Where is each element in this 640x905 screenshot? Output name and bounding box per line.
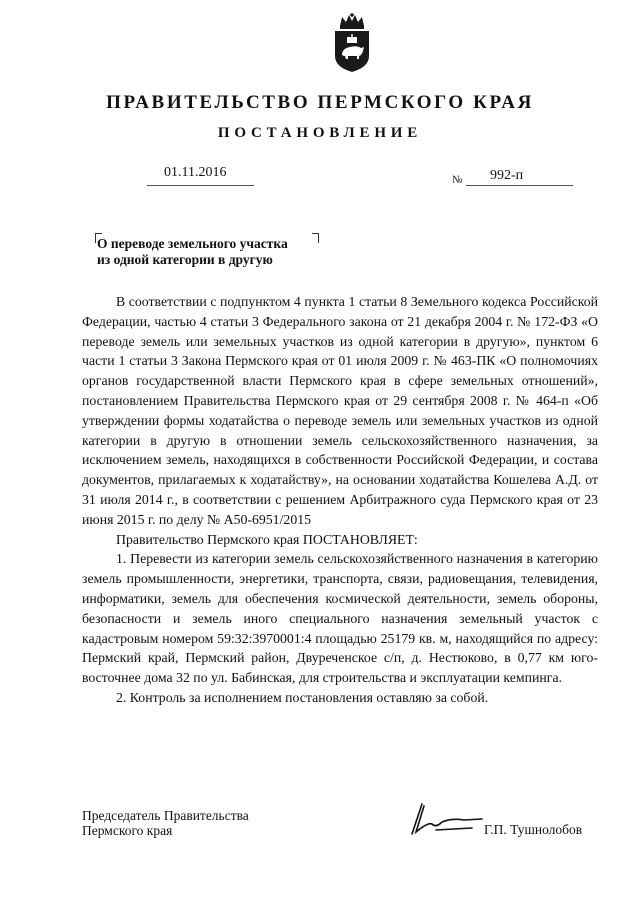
subject-corner-right [312, 233, 319, 243]
number-sign: № [452, 174, 463, 186]
item-1-paragraph: 1. Перевести из категории земель сельскохозяйственного назначения в категорию земель промышленности, энергетики, транспорта, связи, радиовещания, телевидения, информатики, земель для обеспечения космической деятельности, земель обороны, безопасности и земель иного специального назначения земельный участок с кадастровым номером 59:32:3970001:4 площадью 25179 кв. м, находящийся по адресу: Пермский край, Пермский район, Двуреченское с/п, д. Нестюково, в 0,77 км юго-восточнее дома 32 по ул. Бабинская, для строительства и эксплуатации кемпинга. [82, 551, 598, 686]
signatory-title [82, 808, 249, 838]
item-2-paragraph: 2. Контроль за исполнением постановления оставляю за собой. [116, 689, 489, 705]
number-underline [466, 185, 573, 186]
document-number: 992-п [490, 168, 524, 183]
signatory-title-line-2: Пермского края [82, 823, 173, 838]
coat-of-arms-icon [331, 12, 373, 74]
signatory-name: Г.П. Тушнолобов [484, 822, 583, 837]
government-title: ПРАВИТЕЛЬСТВО ПЕРМСКОГО КРАЯ [106, 92, 534, 113]
document-body [82, 292, 598, 708]
document-type: ПОСТАНОВЛЕНИЕ [217, 125, 423, 141]
subject-line-1: О переводе земельного участка [97, 236, 288, 251]
document-date: 01.11.2016 [164, 165, 227, 180]
resolves-paragraph: Правительство Пермского края ПОСТАНОВЛЯЕТ: [116, 531, 418, 547]
document-subject [97, 236, 288, 268]
handwritten-signature [402, 798, 486, 840]
signatory-title-line-1: Председатель Правительства [82, 808, 249, 823]
subject-line-2: из одной категории в другую [97, 252, 273, 267]
date-underline [147, 185, 254, 186]
intro-paragraph: В соответствии с подпунктом 4 пункта 1 статьи 8 Земельного кодекса Российской Федерации, частью 4 статьи 3 Федерального закона от 21 декабря 2004 г. № 172-ФЗ «О переводе земель или земельных участков из одной категории в другую», пунктом 6 части 1 статьи 3 Закона Пермского края от 01 июля 2009 г. № 463-ПК «О полномочиях органов государственной власти Пермского края в сфере земельных отношений», постановлением Правительства Пермского края от 29 сентября 2008 г. № 464-п «Об утверждении формы ходатайства о переводе земель или земельных участков из одной категории в другую в отношении земель сельскохозяйственного назначения, за исключением земель, находящихся в собственности Российской Федерации, и состава документов, прилагаемых к ходатайству», на основании ходатайства Кошелева А.Д. от 31 июля 2014 г., в соответствии с решением Арбитражного суда Пермского края от 23 июня 2015 г. по делу № А50-6951/2015 [82, 294, 598, 527]
